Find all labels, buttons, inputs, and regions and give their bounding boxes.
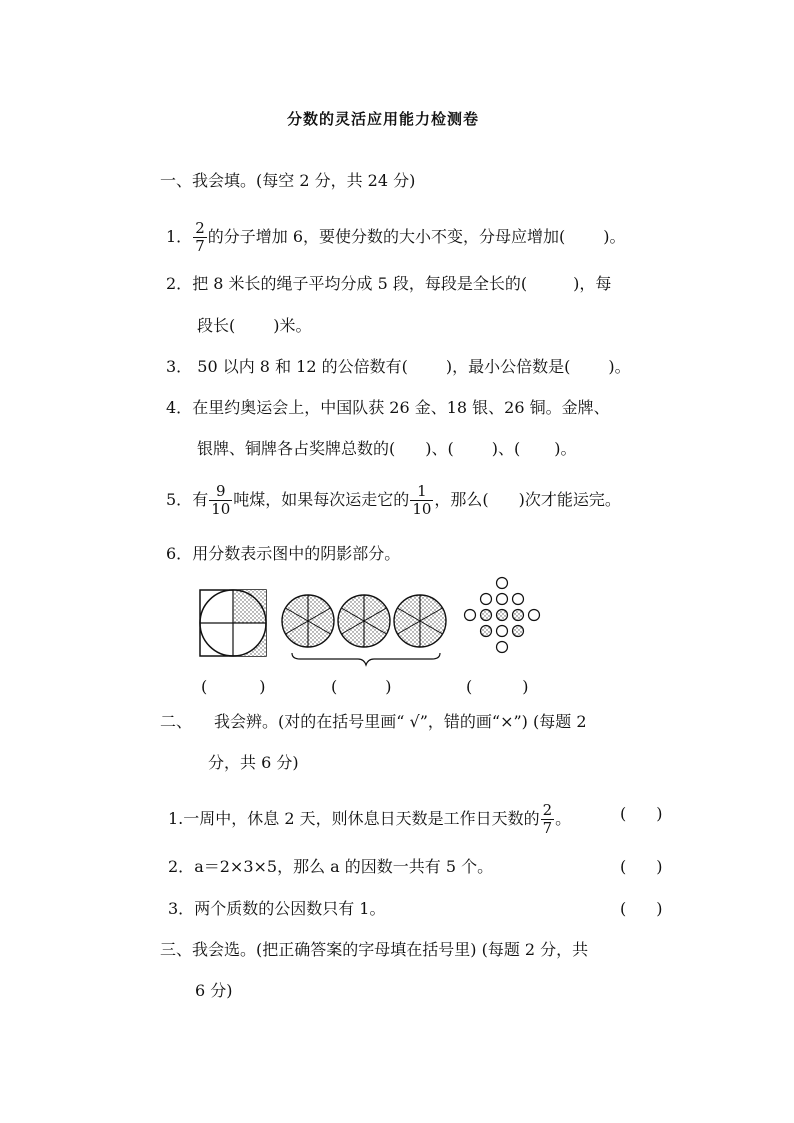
question-5-post: ，那么(: [434, 490, 489, 509]
fraction-numerator: 9: [209, 483, 232, 501]
fraction-denominator: 7: [542, 819, 553, 837]
paren-open: (: [620, 899, 627, 918]
question-5-fraction-1: [209, 483, 232, 518]
answer-paren-3[interactable]: [466, 676, 529, 698]
paren-open: (: [201, 677, 208, 696]
judge-2-answer[interactable]: [620, 856, 663, 878]
question-1-number: 1．: [166, 227, 193, 246]
brace: [292, 653, 440, 665]
question-5-pre: 有: [192, 490, 209, 509]
question-2-text-end: )，每: [573, 274, 612, 293]
judge-1-text: 一周中，休息 2 天，则休息日天数是工作日天数的: [183, 809, 540, 828]
question-2-line-2: [197, 315, 312, 337]
section-2-heading: [160, 711, 587, 733]
fraction-denominator: 10: [412, 500, 432, 518]
judge-3-text: 两个质数的公因数只有 1。: [194, 899, 386, 918]
fraction-numerator: 2: [542, 801, 553, 819]
question-5-fraction-2: [410, 483, 433, 518]
empty-dot: [497, 578, 508, 589]
question-4-sep-1: )、(: [425, 439, 454, 458]
question-4-line-2: [197, 438, 577, 460]
paren-close: ): [259, 677, 266, 696]
question-1: [166, 220, 626, 255]
judge-1-fraction: [541, 802, 555, 837]
question-5-mid: 吨煤，如果每次运走它的: [233, 490, 410, 509]
section-2-title: 我会辨。(对的在括号里画“ √”，错的画“×”) (每题 2: [214, 712, 587, 731]
section-3-heading: 三、我会选。(把正确答案的字母填在括号里) (每题 2 分，共: [160, 940, 589, 959]
judge-1-tail: 。: [555, 809, 572, 828]
empty-dot: [497, 626, 508, 637]
shaded-dot: [481, 626, 492, 637]
question-3-mid: )，最小公倍数是(: [445, 357, 571, 376]
judge-question-1: [168, 802, 571, 837]
question-2-line-1: [166, 273, 611, 295]
judge-question-3: [168, 898, 385, 920]
paren-close: ): [656, 899, 663, 918]
shaded-dot: [513, 610, 524, 621]
question-2-text-2-end: )米。: [273, 316, 312, 335]
fraction-denominator: 10: [211, 500, 231, 518]
question-6: [166, 543, 400, 565]
question-2-number: 2．: [166, 274, 193, 293]
empty-dot: [497, 594, 508, 605]
judge-1-answer[interactable]: [620, 803, 663, 825]
paren-close: ): [656, 857, 663, 876]
page-title: 分数的灵活应用能力检测卷: [287, 110, 480, 128]
question-5: [166, 483, 621, 518]
paren-open: (: [331, 677, 338, 696]
judge-1-number: 1.: [168, 809, 184, 828]
question-6-number: 6．: [166, 544, 193, 563]
question-4-sep-2: )、(: [491, 439, 521, 458]
shaded-dot: [513, 626, 524, 637]
section-2-heading-cont: 分，共 6 分): [208, 753, 299, 772]
shaded-dot: [481, 610, 492, 621]
judge-question-2: [168, 856, 493, 878]
question-6-text: 用分数表示图中的阴影部分。: [192, 544, 401, 563]
judge-3-answer[interactable]: [620, 898, 663, 920]
question-4-text: 在里约奥运会上，中国队获 26 金、18 银、26 铜。金牌、: [192, 398, 610, 417]
question-1-fraction: [193, 220, 207, 255]
paren-close: ): [656, 804, 663, 823]
judge-2-number: 2．: [168, 857, 195, 876]
figure-three-circles: [282, 595, 446, 647]
empty-dot: [513, 594, 524, 605]
judge-2-text: a＝2×3×5，那么 a 的因数一共有 5 个。: [194, 857, 494, 876]
question-4-text-2: 银牌、铜牌各占奖牌总数的(: [197, 439, 396, 458]
fraction-numerator: 1: [410, 483, 433, 501]
answer-paren-2[interactable]: [331, 676, 392, 698]
question-4-number: 4．: [166, 398, 193, 417]
figure-dot-grid: [465, 578, 540, 653]
question-2-text-2: 段长(: [197, 316, 236, 335]
question-1-end: )。: [603, 227, 626, 246]
fraction-denominator: 7: [195, 237, 205, 255]
shaded-dot: [497, 610, 508, 621]
question-3-number: 3．: [166, 357, 193, 376]
empty-dot: [465, 610, 476, 621]
question-2-text: 把 8 米长的绳子平均分成 5 段，每段是全长的(: [192, 274, 528, 293]
question-3-text: 50 以内 8 和 12 的公倍数有(: [192, 357, 408, 376]
paren-open: (: [466, 677, 473, 696]
fraction-numerator: 2: [195, 219, 205, 237]
paren-close: ): [385, 677, 392, 696]
answer-paren-1[interactable]: [201, 676, 266, 698]
paren-open: (: [620, 857, 627, 876]
question-5-end: )次才能运完。: [518, 490, 621, 509]
section-2-number: 二、: [160, 712, 193, 731]
question-3: [166, 356, 631, 378]
paren-open: (: [620, 804, 627, 823]
question-6-figures: [0, 575, 794, 695]
question-4-line-1: [166, 397, 610, 419]
section-3-heading-cont: 6 分): [195, 981, 233, 1000]
judge-3-number: 3．: [168, 899, 195, 918]
question-4-end: )。: [554, 439, 577, 458]
empty-dot: [529, 610, 540, 621]
empty-dot: [481, 594, 492, 605]
question-3-end: )。: [608, 357, 631, 376]
figure-square-circle: [200, 590, 266, 656]
paren-close: ): [522, 677, 529, 696]
empty-dot: [497, 642, 508, 653]
section-1-heading: 一、我会填。(每空 2 分，共 24 分): [160, 171, 416, 190]
question-5-number: 5．: [166, 490, 193, 509]
question-1-text: 的分子增加 6，要使分数的大小不变，分母应增加(: [207, 227, 566, 246]
